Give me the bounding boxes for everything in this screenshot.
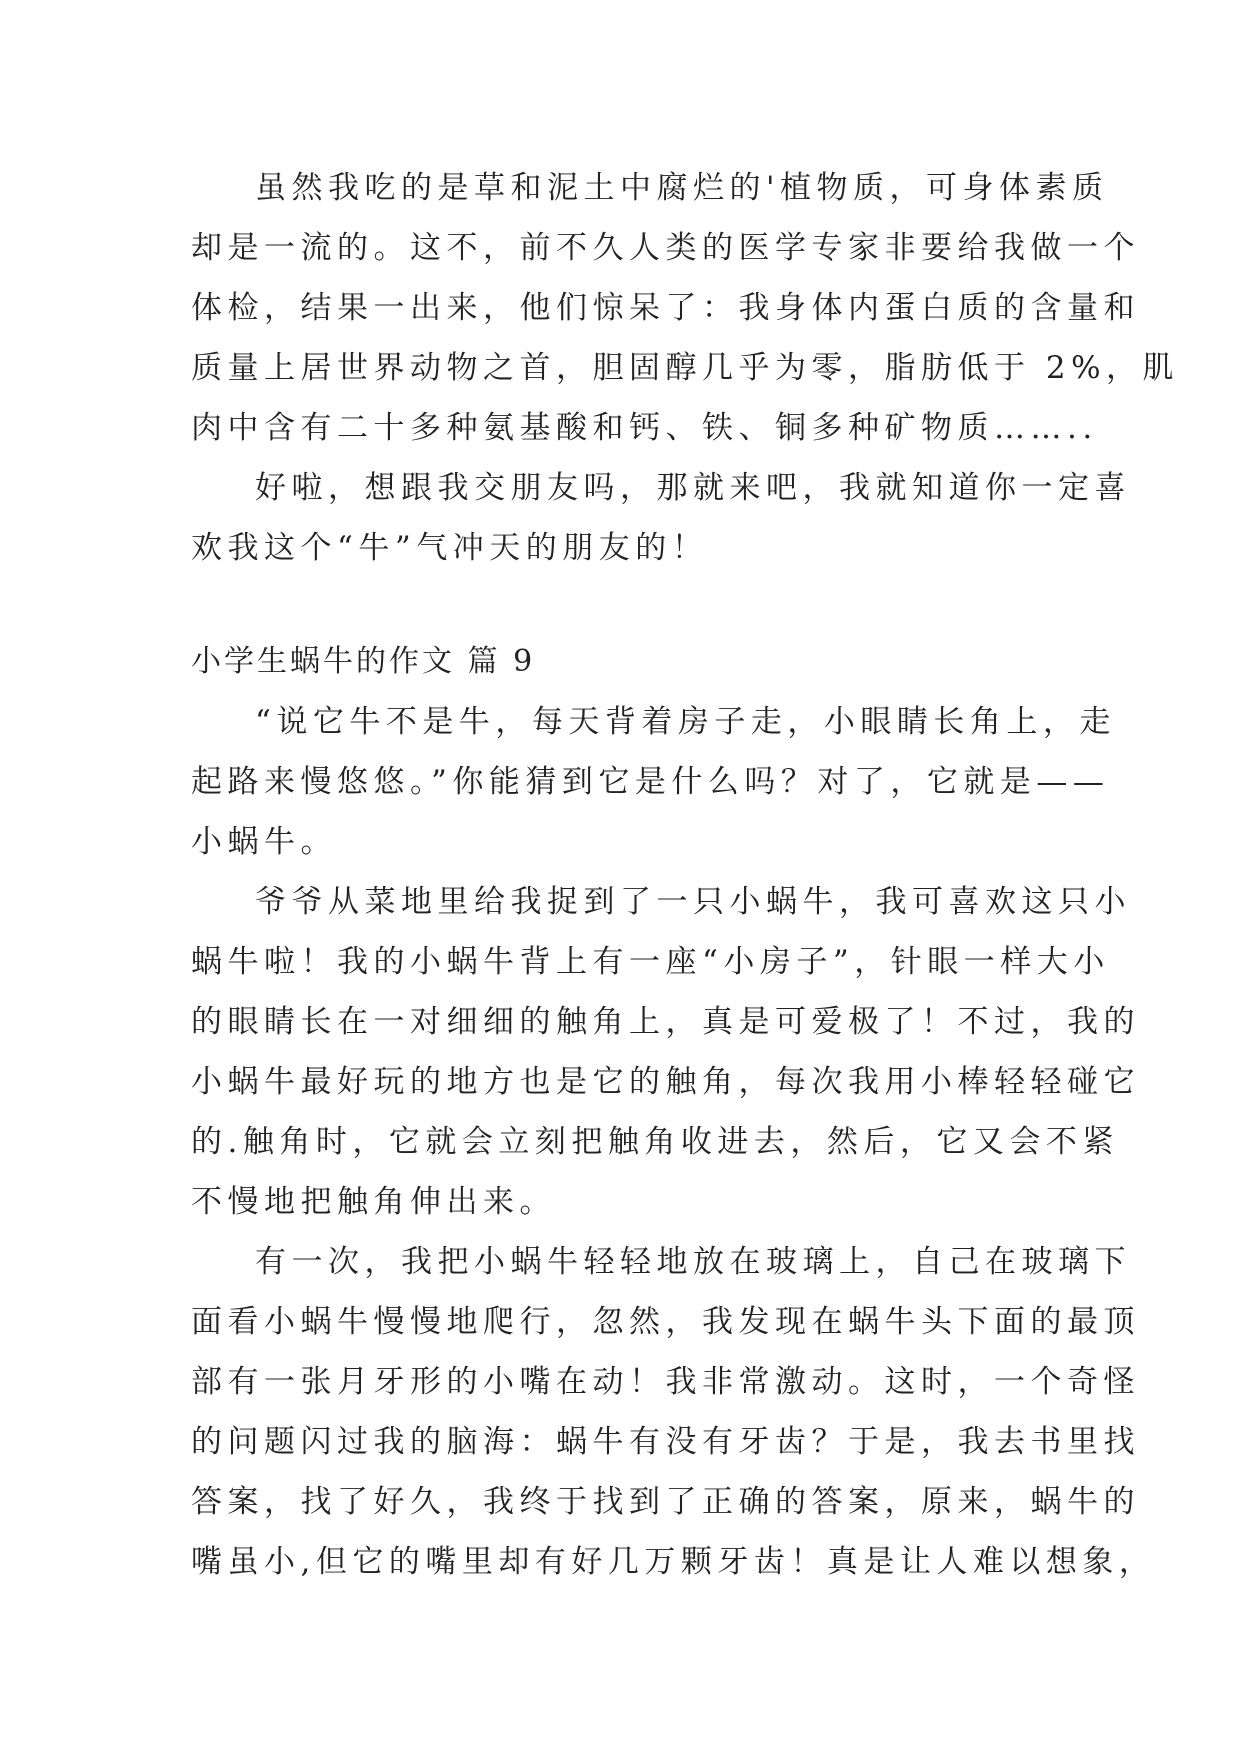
paragraph-line: 好啦，想跟我交朋友吗，那就来吧，我就知道你一定喜 xyxy=(255,470,1131,506)
paragraph-line: 蜗牛啦！我的小蜗牛背上有一座“小房子”，针眼一样大小 xyxy=(191,944,1110,980)
paragraph-line: 体检，结果一出来，他们惊呆了：我身体内蛋白质的含量和 xyxy=(191,290,1140,326)
essay-section-9 xyxy=(191,632,1156,1592)
paragraph-line: 质量上居世界动物之首，胆固醇几乎为零，脂肪低于 2%，肌 xyxy=(191,350,1180,386)
paragraph-line: 有一次，我把小蜗牛轻轻地放在玻璃上，自己在玻璃下 xyxy=(255,1244,1131,1280)
paragraph-line: 的问题闪过我的脑海：蜗牛有没有牙齿？于是，我去书里找 xyxy=(191,1424,1140,1460)
paragraph-line: 爷爷从菜地里给我捉到了一只小蜗牛，我可喜欢这只小 xyxy=(255,884,1131,920)
paragraph-line: 肉中含有二十多种氨基酸和钙、铁、铜多种矿物质…….. xyxy=(191,410,1098,446)
paragraph-line: 嘴虽小,但它的嘴里却有好几万颗牙齿！真是让人难以想象， xyxy=(191,1544,1156,1580)
paragraph-line: 的.触角时，它就会立刻把触角收进去，然后，它又会不紧 xyxy=(191,1124,1119,1160)
essay-continuation xyxy=(191,158,1180,578)
paragraph-line: 的眼睛长在一对细细的触角上，真是可爱极了！不过，我的 xyxy=(191,1004,1140,1040)
section-heading: 小学生蜗牛的作文 篇 9 xyxy=(191,644,536,679)
paragraph-line: 却是一流的。这不，前不久人类的医学专家非要给我做一个 xyxy=(191,230,1140,266)
paragraph-line: 面看小蜗牛慢慢地爬行，忽然，我发现在蜗牛头下面的最顶 xyxy=(191,1304,1140,1340)
paragraph-line: 欢我这个“牛”气冲天的朋友的！ xyxy=(191,530,709,566)
paragraph-line: 部有一张月牙形的小嘴在动！我非常激动。这时，一个奇怪 xyxy=(191,1364,1140,1400)
paragraph-line: “说它牛不是牛，每天背着房子走，小眼睛长角上，走 xyxy=(255,704,1116,740)
paragraph-line: 起路来慢悠悠。”你能猜到它是什么吗？对了，它就是—— xyxy=(191,764,1110,800)
paragraph-line: 小蜗牛。 xyxy=(191,824,337,860)
paragraph-line: 不慢地把触角伸出来。 xyxy=(191,1184,556,1220)
paragraph-line: 虽然我吃的是草和泥土中腐烂的'植物质，可身体素质 xyxy=(255,170,1109,206)
paragraph-line: 小蜗牛最好玩的地方也是它的触角，每次我用小棒轻轻碰它 xyxy=(191,1064,1140,1100)
paragraph-line: 答案，找了好久，我终于找到了正确的答案，原来，蜗牛的 xyxy=(191,1484,1140,1520)
